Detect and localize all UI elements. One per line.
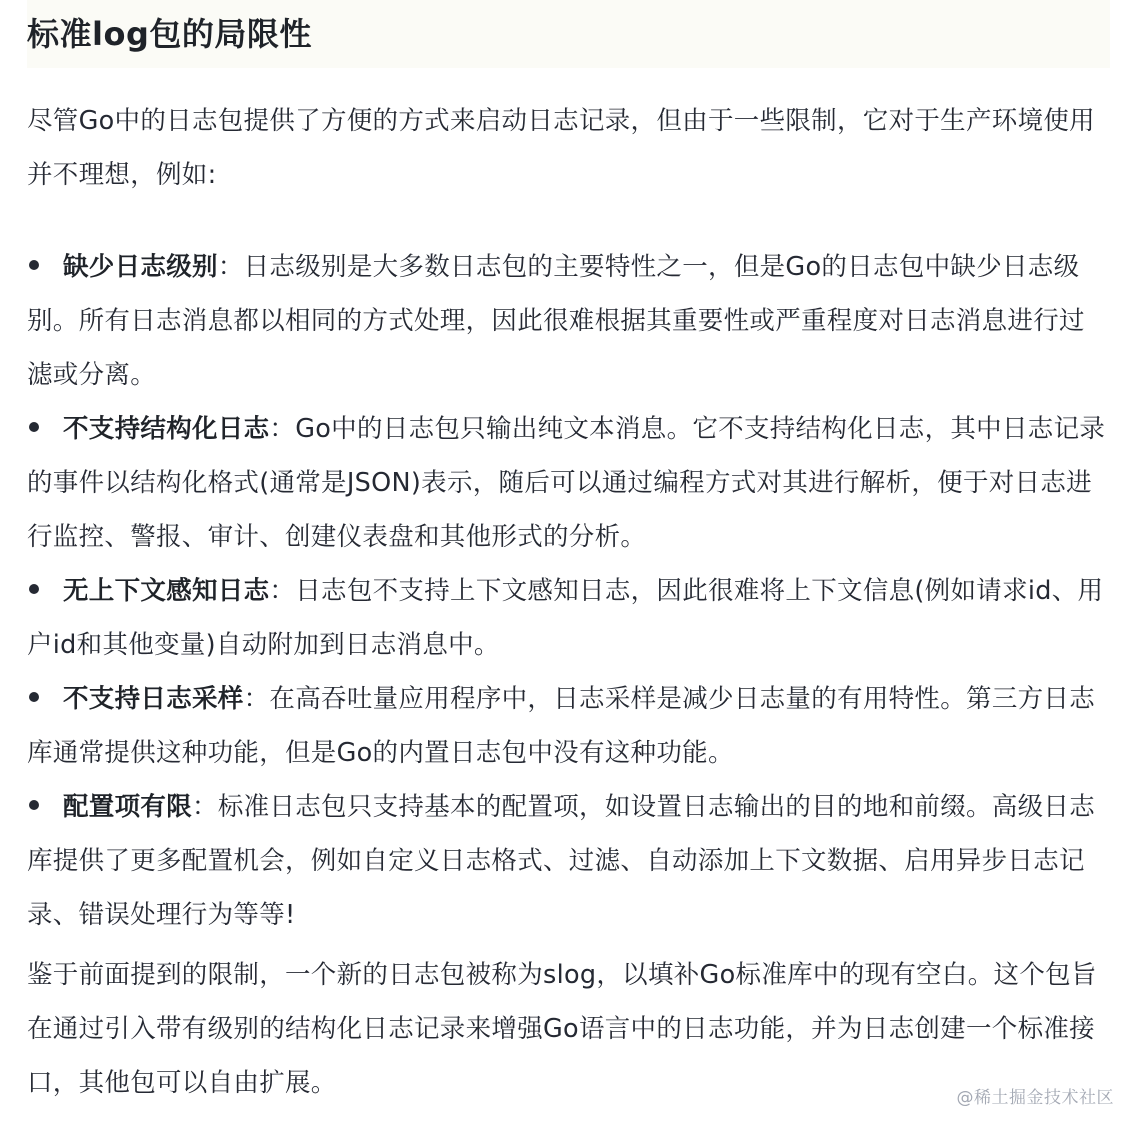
section-heading-bar (27, 0, 1110, 68)
section-heading: 标准log包的局限性 (27, 15, 312, 53)
bullet-icon (29, 584, 39, 594)
limitation-term: 无上下文感知日志 (63, 576, 270, 606)
list-item (27, 672, 1110, 780)
intro-paragraph: 尽管Go中的日志包提供了方便的方式来启动日志记录，但由于一些限制，它对于生产环境使用并不理想，例如: (27, 106, 1095, 190)
limitation-text: 日志包不支持上下文感知日志，因此很难将上下文信息(例如请求id、用户id和其他变量)自动附加到日志消息中。 (27, 576, 1104, 660)
term-separator: ： (192, 792, 218, 822)
list-item (27, 240, 1110, 402)
list-item (27, 402, 1110, 564)
bullet-icon (29, 800, 39, 810)
bullet-icon (29, 422, 39, 432)
term-separator: ： (243, 684, 270, 714)
term-separator: ： (269, 576, 296, 606)
article (27, 0, 1110, 1098)
limitation-text: 日志级别是大多数日志包的主要特性之一，但是Go的日志包中缺少日志级别。所有日志消息都以相同的方式处理，因此很难根据其重要性或严重程度对日志消息进行过滤或分离。 (27, 252, 1085, 390)
term-separator: ： (269, 414, 296, 444)
list-item (27, 564, 1110, 672)
limitations-list (27, 240, 1110, 942)
limitation-term: 不支持日志采样 (63, 684, 244, 714)
limitation-term: 不支持结构化日志 (63, 414, 270, 444)
conclusion-paragraph: 鉴于前面提到的限制，一个新的日志包被称为slog，以填补Go标准库中的现有空白。这个包旨在通过引入带有级别的结构化日志记录来增强Go语言中的日志功能，并为日志创建一个标准接口，其他包可以自由扩展。 (27, 960, 1097, 1098)
bullet-icon (29, 692, 39, 702)
limitation-term: 配置项有限 (63, 792, 193, 822)
limitation-term: 缺少日志级别 (63, 252, 218, 282)
limitation-text: 在高吞吐量应用程序中，日志采样是减少日志量的有用特性。第三方日志库通常提供这种功能，但是Go的内置日志包中没有这种功能。 (27, 684, 1096, 768)
limitation-text: 标准日志包只支持基本的配置项，如设置日志输出的目的地和前缀。高级日志库提供了更多配置机会，例如自定义日志格式、过滤、自动添加上下文数据、启用异步日志记录、错误处理行为等等! (27, 792, 1096, 930)
term-separator: ： (217, 252, 244, 282)
limitation-text: Go中的日志包只输出纯文本消息。它不支持结构化日志，其中日志记录的事件以结构化格式(通常是JSON)表示，随后可以通过编程方式对其进行解析，便于对日志进行监控、警报、审计、创建仪表盘和其他形式的分析。 (27, 414, 1106, 552)
site-watermark: @稀土掘金技术社区 (956, 1088, 1114, 1108)
bullet-icon (29, 260, 39, 270)
list-item (27, 780, 1110, 942)
